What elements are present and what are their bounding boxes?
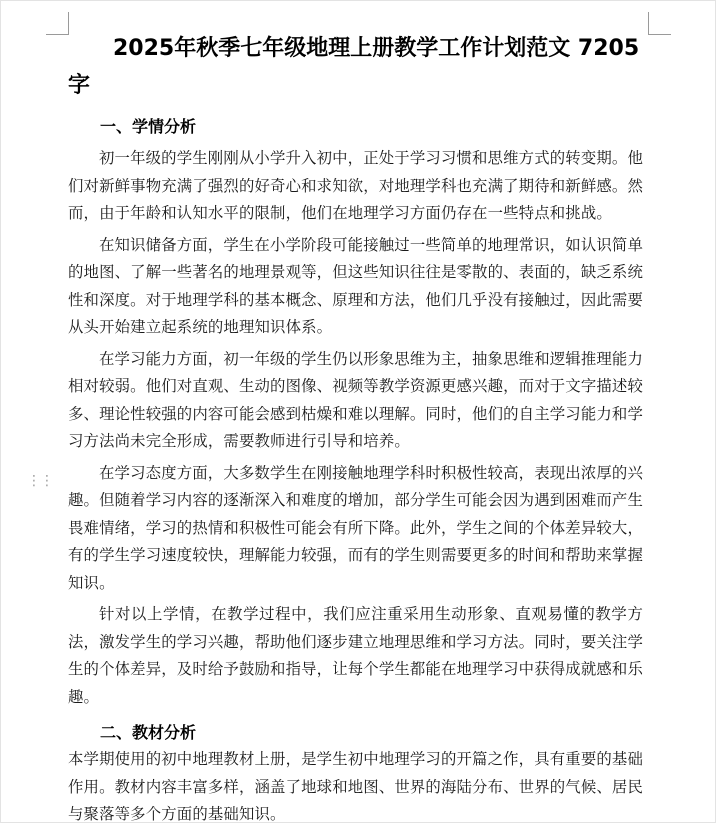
- document-body[interactable]: [68, 30, 643, 833]
- paragraph: 本学期使用的初中地理教材上册，是学生初中地理学习的开篇之作，具有重要的基础作用。教材内容丰富多样，涵盖了地球和地图、世界的海陆分布、世界的气候、居民与聚落等多个方面的基础知识。: [68, 750, 644, 823]
- paragraph: 初一年级的学生刚刚从小学升入初中，正处于学习习惯和思维方式的转变期。他们对新鲜事物充满了强烈的好奇心和求知欲，对地理学科也充满了期待和新鲜感。然而，由于年龄和认知水平的限制，他们在地理学习方面仍存在一些特点和挑战。: [68, 149, 644, 222]
- document-title: 2025年秋季七年级地理上册教学工作计划范文 7205字: [68, 36, 640, 98]
- paragraph: 在知识储备方面，学生在小学阶段可能接触过一些简单的地理常识，如认识简单的地图、了解一些著名的地理景观等，但这些知识往往是零散的、表面的，缺乏系统性和深度。对于地理学科的基本概念、原理和方法，他们几乎没有接触过，因此需要从头开始建立起系统的地理知识体系。: [68, 235, 644, 336]
- page-corner-mark-top-right: [648, 12, 671, 35]
- page-corner-mark-top-left: [46, 12, 69, 35]
- paragraph: 针对以上学情，在教学过程中，我们应注重采用生动形象、直观易懂的教学方法，激发学生的学习兴趣，帮助他们逐步建立地理思维和学习方法。同时，要关注学生的个体差异，及时给予鼓励和指导，让每个学生都能在地理学习中获得成就感和乐趣。: [68, 605, 644, 706]
- section-heading-textbook-analysis: 二、教材分析: [100, 723, 197, 742]
- section-heading-learning-analysis: 一、学情分析: [100, 117, 197, 136]
- drag-handle-icon[interactable]: ⋮⋮: [27, 473, 53, 489]
- paragraph: 在学习能力方面，初一年级的学生仍以形象思维为主，抽象思维和逻辑推理能力相对较弱。他们对直观、生动的图像、视频等教学资源更感兴趣，而对于文字描述较多、理论性较强的内容可能会感到枯燥和难以理解。同时，他们的自主学习能力和学习方法尚未完全形成，需要教师进行引导和培养。: [68, 349, 644, 450]
- paragraph: 在学习态度方面，大多数学生在刚接触地理学科时积极性较高，表现出浓厚的兴趣。但随着学习内容的逐渐深入和难度的增加，部分学生可能会因为遇到困难而产生畏难情绪，学习的热情和积极性可能会有所下降。此外，学生之间的个体差异较大，有的学生学习速度较快，理解能力较强，而有的学生则需要更多的时间和帮助来掌握知识。: [68, 463, 644, 592]
